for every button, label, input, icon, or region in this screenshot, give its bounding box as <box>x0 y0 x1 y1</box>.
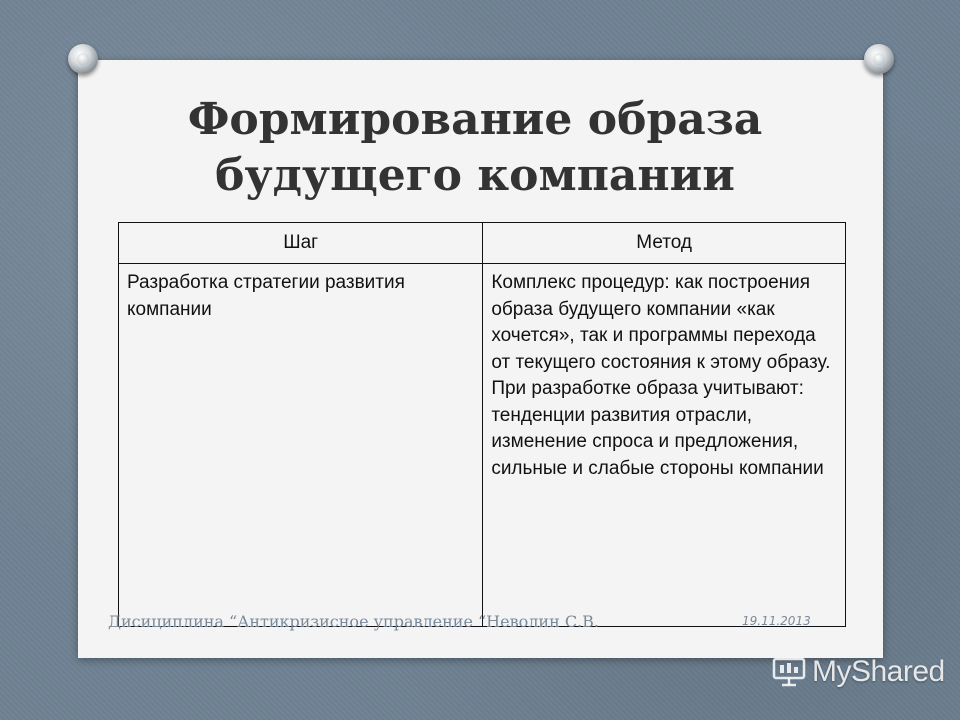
steps-table <box>118 222 846 627</box>
pushpin-icon <box>68 44 98 74</box>
watermark-text: MyShared <box>812 655 945 688</box>
cell-step: Разработка стратегии развития компании <box>119 264 483 627</box>
table-header-row <box>119 223 846 264</box>
title-line-1: Формирование образа <box>187 94 763 145</box>
title-line-2: будущего компании <box>215 150 735 201</box>
header-step: Шаг <box>119 223 483 264</box>
cell-method: Комплекс процедур: как построения образа будущего компании «как хочется», так и программы перехода от текущего состояния к этому образу. При разработке образа учитывают: тенденции развития отрасли, изменение спроса и предложения, сильные и слабые стороны компании <box>483 264 846 627</box>
footer-discipline: Дисициплина “Антикризисное управление “Неволин С.В. <box>108 612 599 631</box>
table-row <box>119 264 846 627</box>
presentation-board-icon <box>772 656 806 688</box>
watermark-logo <box>772 655 945 689</box>
header-method: Метод <box>483 223 846 264</box>
slide-title <box>140 92 810 204</box>
pushpin-icon <box>864 44 894 74</box>
footer-date: 19.11.2013 <box>742 614 811 628</box>
